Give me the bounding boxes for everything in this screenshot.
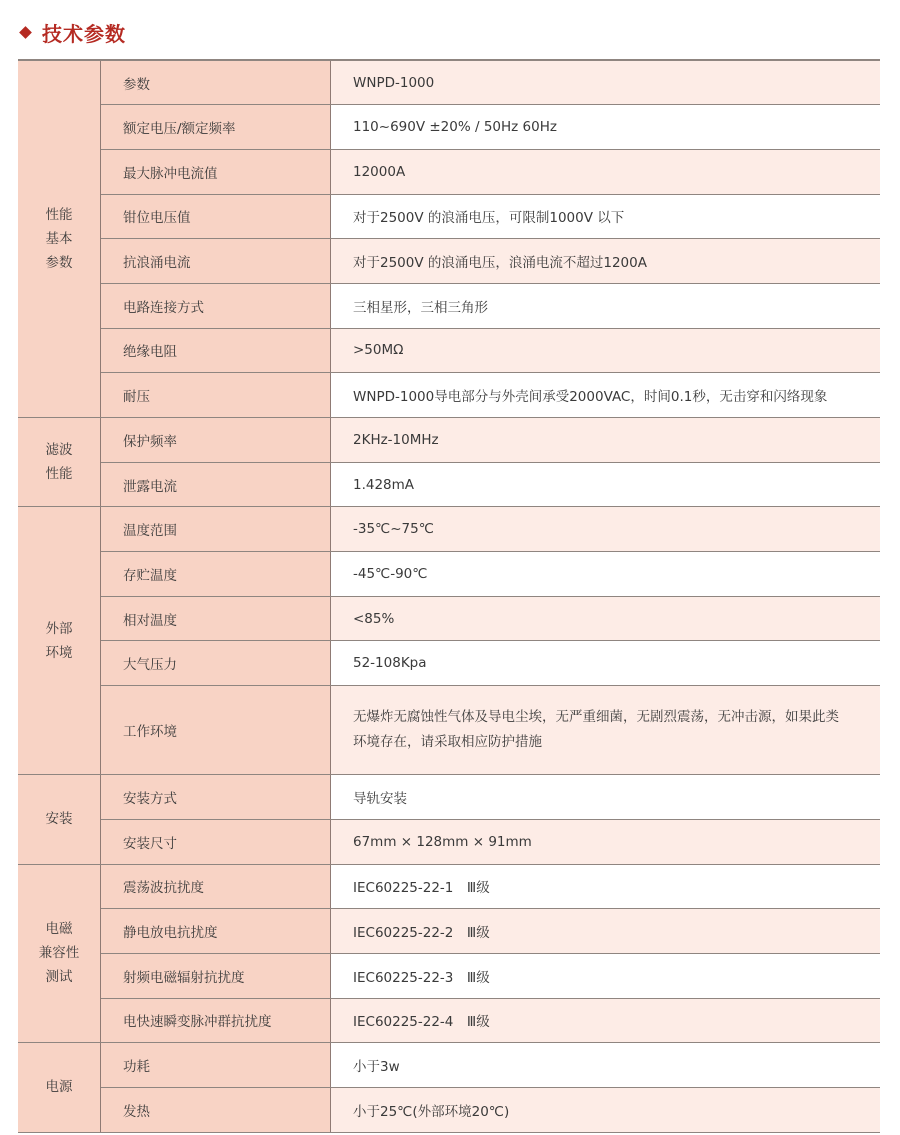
table-row	[18, 552, 880, 597]
param-value: 对于2500V 的浪涌电压，可限制1000V 以下	[331, 194, 881, 239]
param-label: 钳位电压值	[101, 194, 331, 239]
table-row	[18, 418, 880, 463]
param-label: 静电放电抗扰度	[101, 909, 331, 954]
param-label: 最大脉冲电流值	[101, 149, 331, 194]
param-value: 2KHz-10MHz	[331, 418, 881, 463]
param-label: 相对温度	[101, 596, 331, 641]
param-value: WNPD-1000	[331, 60, 881, 105]
group-cell-filtering: 滤波 性能	[18, 418, 101, 507]
table-row	[18, 105, 880, 150]
section-title: 技术参数	[42, 21, 126, 46]
param-value: 导轨安装	[331, 775, 881, 820]
param-label: 发热	[101, 1087, 331, 1132]
diamond-bullet-icon	[19, 26, 32, 39]
param-value: IEC60225-22-4 Ⅲ级	[331, 998, 881, 1043]
param-value: 三相星形，三相三角形	[331, 283, 881, 328]
param-label: 温度范围	[101, 507, 331, 552]
param-label: 电快速瞬变脉冲群抗扰度	[101, 998, 331, 1043]
param-label: 存贮温度	[101, 552, 331, 597]
param-label: 工作环境	[101, 686, 331, 775]
param-value: <85%	[331, 596, 881, 641]
table-row	[18, 998, 880, 1043]
table-row	[18, 283, 880, 328]
param-value: 小于3w	[331, 1043, 881, 1088]
param-label: 耐压	[101, 373, 331, 418]
table-row	[18, 1087, 880, 1132]
table-row	[18, 462, 880, 507]
param-value: WNPD-1000导电部分与外壳间承受2000VAC，时间0.1秒，无击穿和闪络现象	[331, 373, 881, 418]
group-cell-environment: 外部 环境	[18, 507, 101, 775]
param-value: IEC60225-22-3 Ⅲ级	[331, 953, 881, 998]
param-label: 抗浪涌电流	[101, 239, 331, 284]
param-label: 保护频率	[101, 418, 331, 463]
param-value: IEC60225-22-1 Ⅲ级	[331, 864, 881, 909]
table-row	[18, 328, 880, 373]
table-row	[18, 60, 880, 105]
table-row	[18, 864, 880, 909]
param-label: 大气压力	[101, 641, 331, 686]
param-value: 小于25℃(外部环境20℃)	[331, 1087, 881, 1132]
param-label: 参数	[101, 60, 331, 105]
group-cell-installation: 安装	[18, 775, 101, 864]
param-value: 1.428mA	[331, 462, 881, 507]
table-row	[18, 1043, 880, 1088]
section-heading	[18, 17, 126, 47]
table-row	[18, 373, 880, 418]
table-row	[18, 596, 880, 641]
table-row	[18, 149, 880, 194]
param-value: >50MΩ	[331, 328, 881, 373]
param-label: 安装方式	[101, 775, 331, 820]
table-row	[18, 239, 880, 284]
param-label: 泄露电流	[101, 462, 331, 507]
table-row	[18, 953, 880, 998]
table-row	[18, 641, 880, 686]
param-value: -45℃-90℃	[331, 552, 881, 597]
param-label: 额定电压/额定频率	[101, 105, 331, 150]
param-value: 对于2500V 的浪涌电压，浪涌电流不超过1200A	[331, 239, 881, 284]
table-row	[18, 909, 880, 954]
param-value: 无爆炸无腐蚀性气体及导电尘埃，无严重细菌，无剧烈震荡，无冲击源，如果此类 环境存在，请采取相应防护措施	[331, 686, 881, 775]
table-row	[18, 507, 880, 552]
group-cell-performance: 性能 基本 参数	[18, 60, 101, 418]
param-value: 12000A	[331, 149, 881, 194]
param-value: -35℃~75℃	[331, 507, 881, 552]
param-value: 110~690V ±20% / 50Hz 60Hz	[331, 105, 881, 150]
param-label: 射频电磁辐射抗扰度	[101, 953, 331, 998]
param-value: IEC60225-22-2 Ⅲ级	[331, 909, 881, 954]
param-label: 绝缘电阻	[101, 328, 331, 373]
group-cell-emc-test: 电磁 兼容性 测试	[18, 864, 101, 1043]
param-label: 功耗	[101, 1043, 331, 1088]
param-value: 52-108Kpa	[331, 641, 881, 686]
param-label: 电路连接方式	[101, 283, 331, 328]
param-label: 安装尺寸	[101, 819, 331, 864]
table-row	[18, 686, 880, 775]
spec-table	[18, 59, 880, 1133]
param-value: 67mm × 128mm × 91mm	[331, 819, 881, 864]
table-row	[18, 194, 880, 239]
group-cell-power: 电源	[18, 1043, 101, 1132]
table-row	[18, 819, 880, 864]
table-row	[18, 775, 880, 820]
param-label: 震荡波抗扰度	[101, 864, 331, 909]
